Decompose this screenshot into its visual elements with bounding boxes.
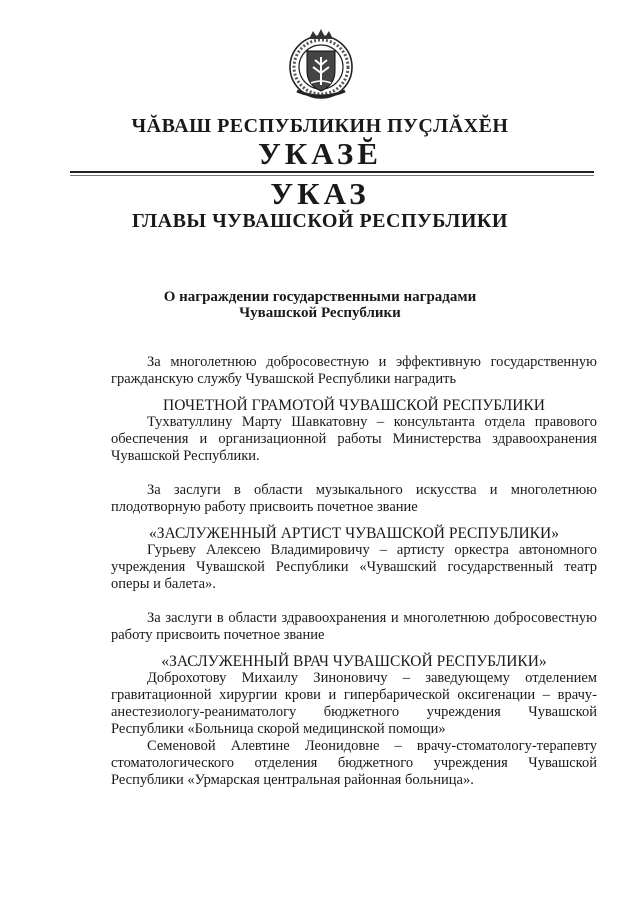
document-title-line2: Чувашской Республики: [239, 305, 401, 321]
russian-header-line: ГЛАВЫ ЧУВАШСКОЙ РЕСПУБЛИКИ: [132, 210, 508, 232]
section2-intro: За заслуги в области музыкального искусства и многолетнюю плодотворную работу присвоить почетное звание: [111, 482, 597, 515]
state-emblem-icon: [285, 27, 357, 103]
section3-recipient2: Семеновой Алевтине Леонидовне – врачу-стоматологу-терапевту стоматологического отделения бюджетного учреждения Чувашской Республики «Урмарская центральная районная больница».: [111, 738, 597, 788]
russian-title: УКАЗ: [270, 176, 370, 211]
section2-recipient: Гурьеву Алексею Владимировичу – артисту оркестра автономного учреждения Чувашской Республики «Чувашский государственный театр оперы и балета».: [111, 542, 597, 592]
document-title-line1: О награждении государственными наградами: [163, 289, 477, 305]
section3-recipient1: Доброхотову Михаилу Зиноновичу – заведующему отделением гравитационной хирургии крови и гипербарической оксигенации – врачу-анестезиологу-реаниматологу бюджетного учреждения Чувашской Республики «Больница скорой медицинской помощи»: [111, 670, 597, 737]
decree-body: [111, 354, 597, 789]
section3-award: «ЗАСЛУЖЕННЫЙ ВРАЧ ЧУВАШСКОЙ РЕСПУБЛИКИ»: [161, 653, 547, 670]
section2-award: «ЗАСЛУЖЕННЫЙ АРТИСТ ЧУВАШСКОЙ РЕСПУБЛИКИ»: [149, 525, 559, 542]
section1-intro: За многолетнюю добросовестную и эффективную государственную гражданскую службу Чувашской Республики наградить: [111, 354, 597, 387]
section3-intro: За заслуги в области здравоохранения и многолетнюю добросовестную работу присвоить почетное звание: [111, 610, 597, 643]
section1-award: ПОЧЕТНОЙ ГРАМОТОЙ ЧУВАШСКОЙ РЕСПУБЛИКИ: [163, 397, 545, 414]
chuvash-header-line: ЧĂВАШ РЕСПУБЛИКИН ПУÇЛĂХĔН: [131, 115, 509, 137]
chuvash-title: УКАЗĔ: [258, 136, 382, 171]
section1-recipient: Тухватуллину Марту Шавкатовну – консультанта отдела правового обеспечения и организационной работы Министерства здравоохранения Чувашской Республики.: [111, 414, 597, 464]
header-divider: [70, 171, 594, 173]
